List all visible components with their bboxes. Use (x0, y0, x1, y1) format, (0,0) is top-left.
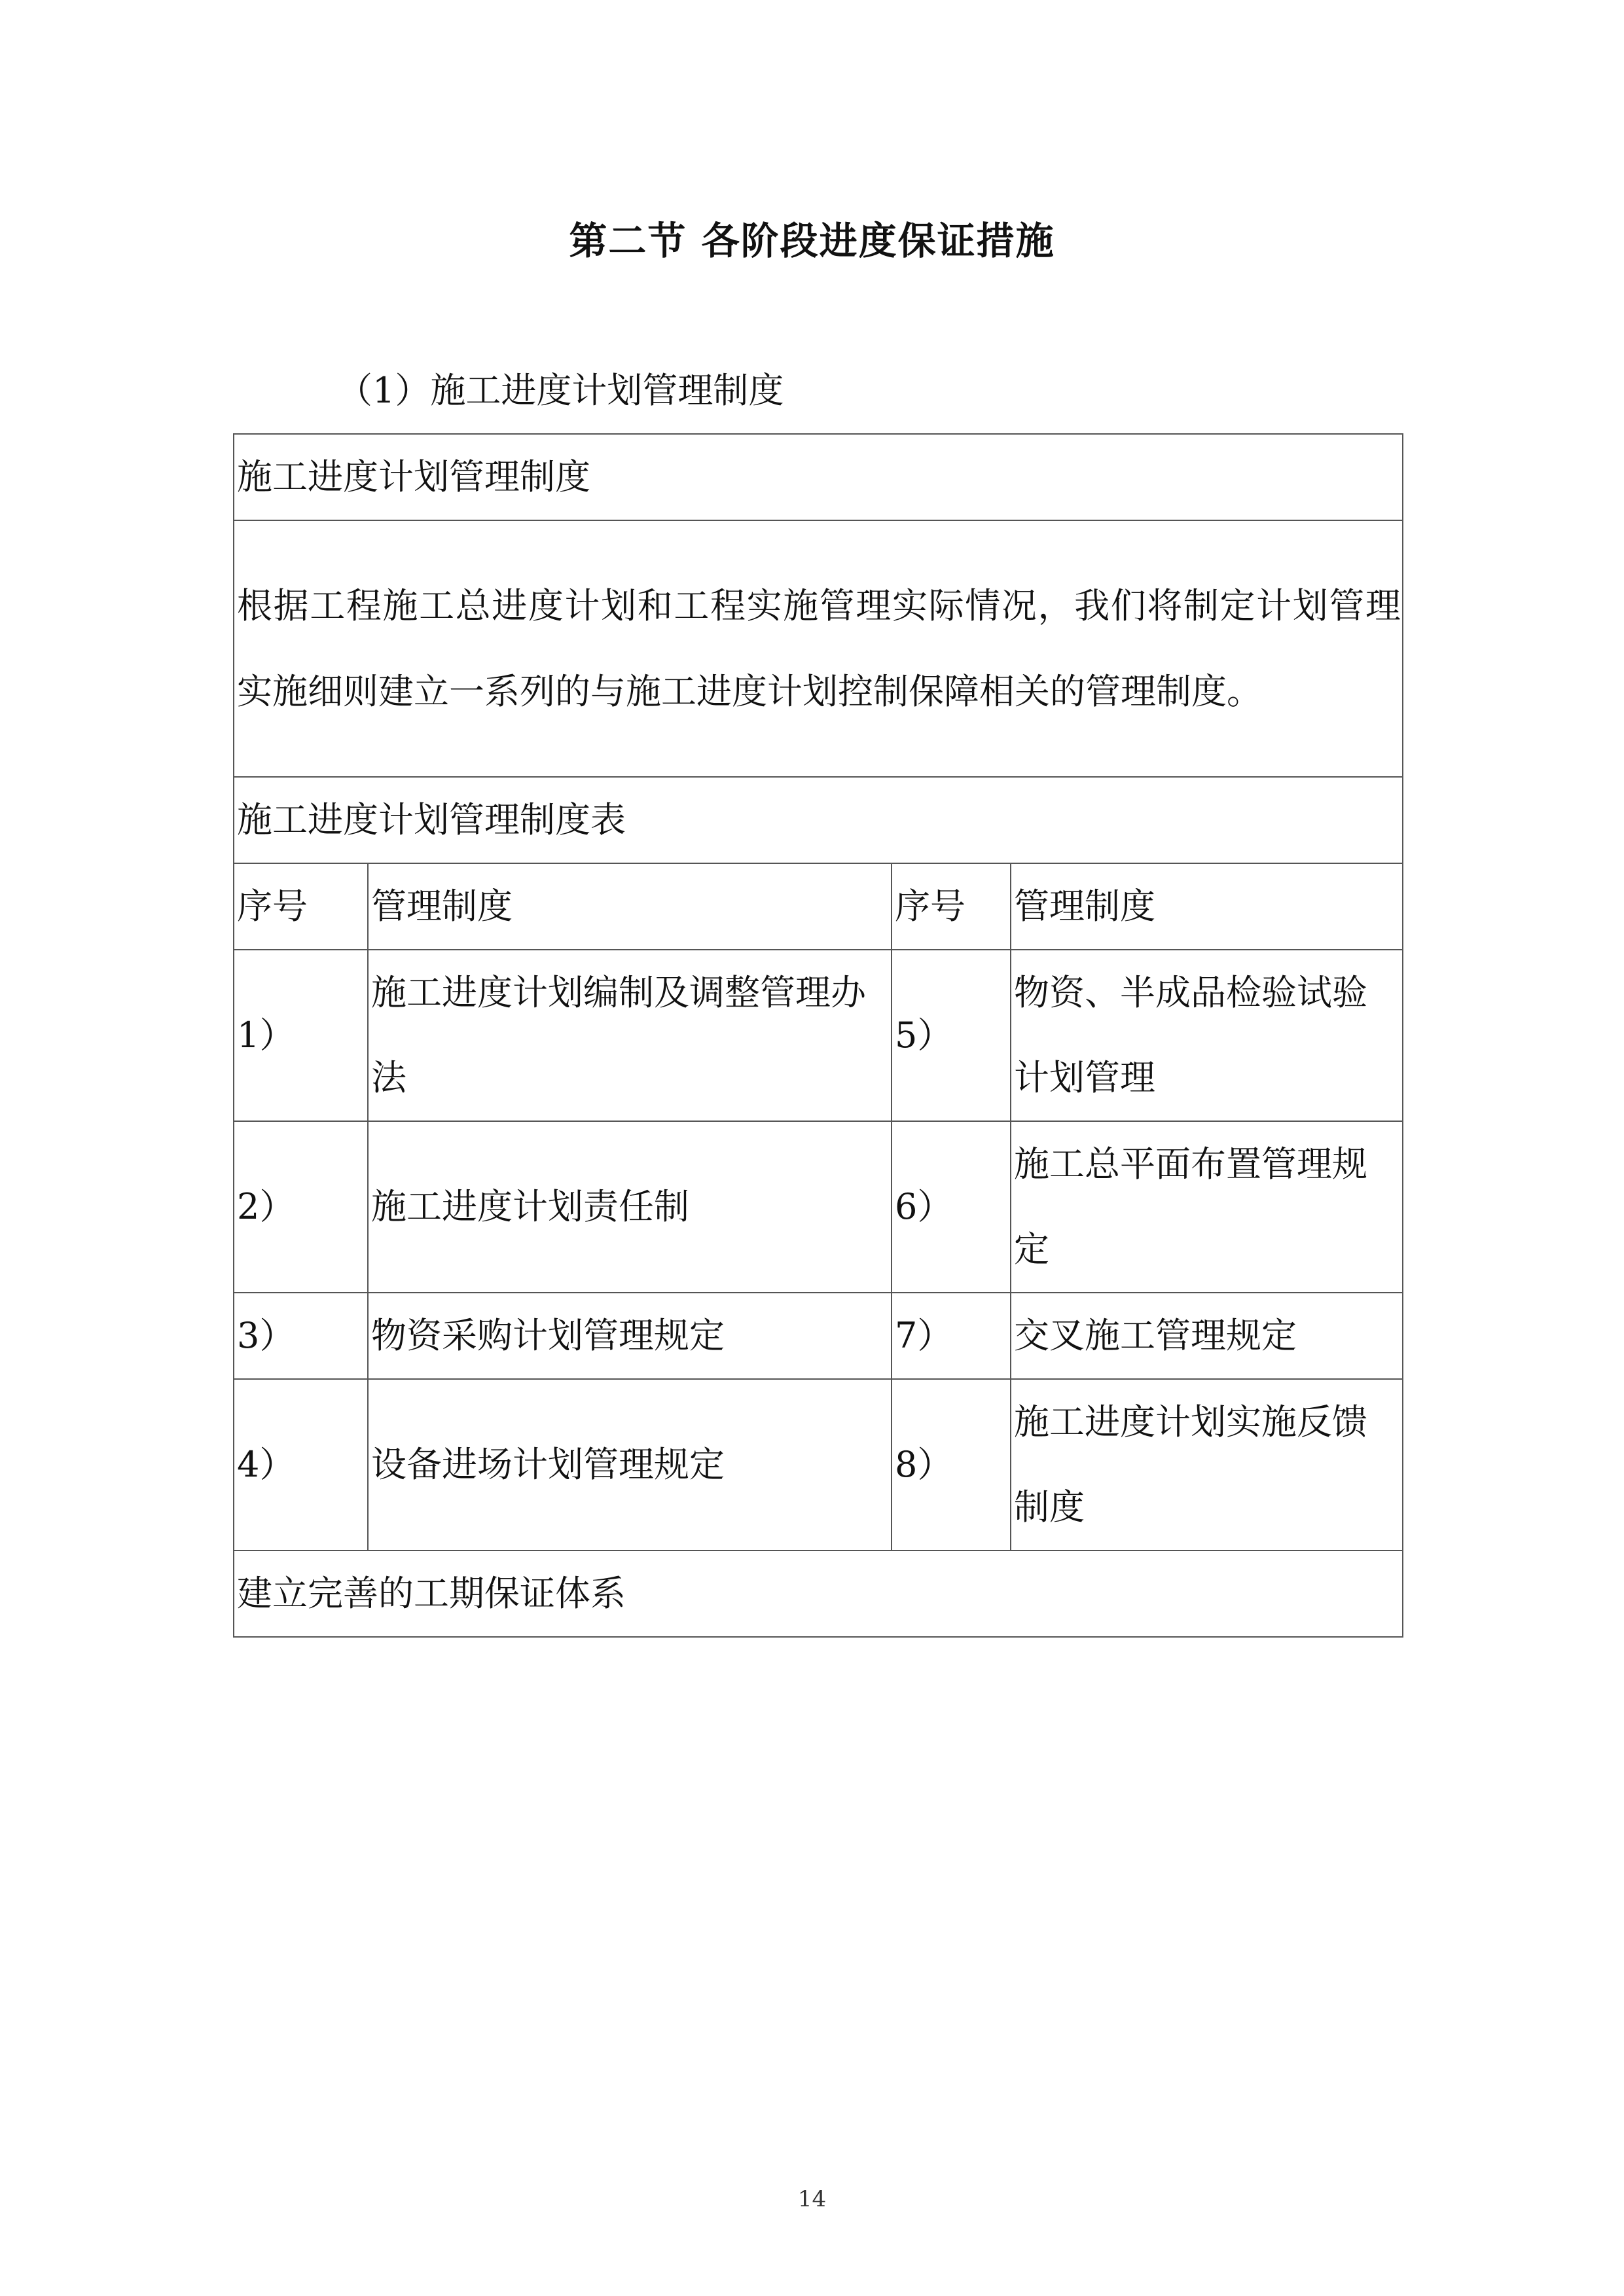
subtable-title-cell: 施工进度计划管理制度表 (234, 777, 1403, 863)
management-system-table (233, 433, 1403, 1638)
serial-cell: 7） (892, 1293, 1011, 1379)
header-serial-left: 序号 (234, 863, 368, 950)
page-title: 第二节 各阶段进度保证措施 (569, 219, 1055, 263)
serial-cell: 2） (234, 1121, 368, 1293)
header-serial-right: 序号 (892, 863, 1011, 950)
rule-cell: 设备进场计划管理规定 (368, 1379, 892, 1551)
table-row (234, 1121, 1403, 1293)
intro-paragraph: 根据工程施工总进度计划和工程实施管理实际情况，我们将制定计划管理实施细则建立一系列的与施工进度计划控制保障相关的管理制度。 (234, 520, 1403, 777)
rule-cell: 施工进度计划编制及调整管理办法 (368, 950, 892, 1121)
table-footer-row (234, 1551, 1403, 1637)
rule-cell: 物资、半成品检验试验计划管理 (1011, 950, 1403, 1121)
page-number: 14 (797, 2186, 827, 2212)
serial-cell: 4） (234, 1379, 368, 1551)
serial-cell: 1） (234, 950, 368, 1121)
rule-cell: 施工进度计划实施反馈制度 (1011, 1379, 1403, 1551)
serial-cell: 3） (234, 1293, 368, 1379)
footer-cell: 建立完善的工期保证体系 (234, 1551, 1403, 1637)
rule-cell: 物资采购计划管理规定 (368, 1293, 892, 1379)
table-title-cell: 施工进度计划管理制度 (234, 434, 1403, 520)
serial-cell: 6） (892, 1121, 1011, 1293)
rule-cell: 交叉施工管理规定 (1011, 1293, 1403, 1379)
header-rule-left: 管理制度 (368, 863, 892, 950)
subtable-title-row (234, 777, 1403, 863)
table-header-row (234, 863, 1403, 950)
table-row (234, 1379, 1403, 1551)
table-row (234, 950, 1403, 1121)
serial-cell: 5） (892, 950, 1011, 1121)
table-row (234, 1293, 1403, 1379)
rule-cell: 施工总平面布置管理规定 (1011, 1121, 1403, 1293)
serial-cell: 8） (892, 1379, 1011, 1551)
section-heading: （1）施工进度计划管理制度 (337, 370, 784, 411)
table-title-row (234, 434, 1403, 520)
header-rule-right: 管理制度 (1011, 863, 1403, 950)
intro-row (234, 520, 1403, 777)
rule-cell: 施工进度计划责任制 (368, 1121, 892, 1293)
